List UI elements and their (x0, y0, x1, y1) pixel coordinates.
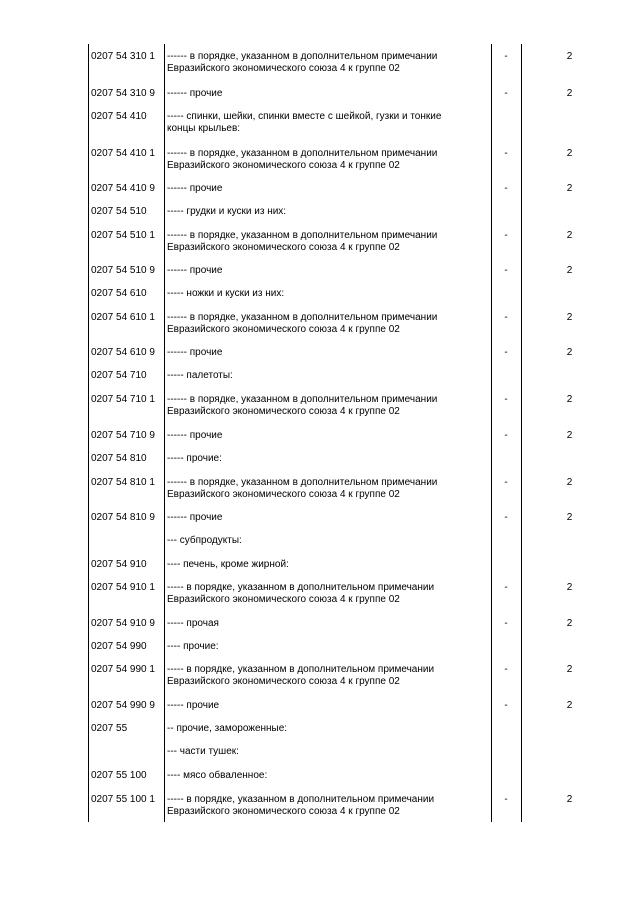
description-line: Евразийского экономического союза 4 к группе 02 (167, 806, 400, 817)
tn-ved-code: 0207 55 100 (91, 770, 147, 781)
duty-rate-cell: 2 (566, 477, 573, 488)
item-description (167, 88, 489, 100)
description-line: концы крыльев: (167, 123, 241, 134)
tn-ved-code: 0207 54 990 1 (91, 664, 155, 675)
column-divider (164, 44, 165, 822)
tn-ved-code: 0207 54 910 (91, 559, 147, 570)
item-description (167, 559, 489, 571)
description-line: ----- грудки и куски из них: (167, 206, 287, 217)
unit-column-cell: - (504, 347, 508, 358)
tn-ved-code: 0207 54 610 9 (91, 347, 155, 358)
duty-rate-cell: 2 (566, 312, 573, 323)
tn-ved-code: 0207 54 710 1 (91, 394, 155, 405)
unit-column-cell: - (504, 618, 508, 629)
description-line: ------ в порядке, указанном в дополнительном примечании (167, 230, 438, 241)
duty-rate-cell: 2 (566, 88, 573, 99)
unit-column-cell: - (504, 312, 508, 323)
unit-column-cell: - (504, 88, 508, 99)
unit-column-cell: - (504, 183, 508, 194)
duty-rate-cell: 2 (566, 700, 573, 711)
tn-ved-code: 0207 54 910 1 (91, 582, 155, 593)
unit-column-cell: - (504, 430, 508, 441)
tn-ved-code: 0207 54 410 (91, 111, 147, 122)
duty-rate-cell: 2 (566, 51, 573, 62)
item-description (167, 430, 489, 442)
item-description (167, 370, 489, 382)
description-line: ------ в порядке, указанном в дополнительном примечании (167, 312, 438, 323)
unit-column-cell: - (504, 230, 508, 241)
tn-ved-code: 0207 54 410 1 (91, 148, 155, 159)
description-line: ------ прочие (167, 512, 223, 523)
description-line: ----- прочая (167, 618, 219, 629)
tn-ved-code: 0207 55 100 1 (91, 794, 155, 805)
description-line: ------ прочие (167, 430, 223, 441)
item-description (167, 641, 489, 653)
description-line: Евразийского экономического союза 4 к группе 02 (167, 489, 400, 500)
duty-rate-cell: 2 (566, 265, 573, 276)
tn-ved-code: 0207 54 310 1 (91, 51, 155, 62)
description-line: Евразийского экономического союза 4 к группе 02 (167, 594, 400, 605)
item-description (167, 111, 489, 135)
description-line: -- прочие, замороженные: (167, 723, 288, 734)
item-description (167, 512, 489, 524)
item-description (167, 51, 489, 75)
item-description (167, 183, 489, 195)
tn-ved-code: 0207 54 710 9 (91, 430, 155, 441)
tn-ved-code: 0207 54 510 9 (91, 265, 155, 276)
description-line: ---- печень, кроме жирной: (167, 559, 289, 570)
tn-ved-code: 0207 54 910 9 (91, 618, 155, 629)
tn-ved-code: 0207 54 610 1 (91, 312, 155, 323)
item-description (167, 347, 489, 359)
unit-column-cell: - (504, 265, 508, 276)
description-line: Евразийского экономического союза 4 к группе 02 (167, 63, 400, 74)
description-line: ---- мясо обваленное: (167, 770, 268, 781)
item-description (167, 206, 489, 218)
item-description (167, 288, 489, 300)
tn-ved-code: 0207 55 (91, 723, 128, 734)
duty-rate-cell: 2 (566, 347, 573, 358)
unit-column-cell: - (504, 148, 508, 159)
description-line: ----- в порядке, указанном в дополнительном примечании (167, 664, 435, 675)
tn-ved-code: 0207 54 610 (91, 288, 147, 299)
item-description (167, 723, 489, 735)
description-line: ----- в порядке, указанном в дополнительном примечании (167, 582, 435, 593)
description-line: Евразийского экономического союза 4 к группе 02 (167, 406, 400, 417)
description-line: ------ прочие (167, 265, 223, 276)
description-line: ---- прочие: (167, 641, 219, 652)
unit-column-cell: - (504, 582, 508, 593)
unit-column-cell: - (504, 477, 508, 488)
item-description (167, 230, 489, 254)
duty-rate-cell: 2 (566, 430, 573, 441)
tn-ved-code: 0207 54 810 (91, 453, 147, 464)
item-description (167, 312, 489, 336)
description-line: ------ прочие (167, 183, 223, 194)
duty-rate-cell: 2 (566, 183, 573, 194)
description-line: Евразийского экономического союза 4 к группе 02 (167, 242, 400, 253)
description-line: Евразийского экономического союза 4 к группе 02 (167, 160, 400, 171)
description-line: ------ в порядке, указанном в дополнительном примечании (167, 148, 438, 159)
item-description (167, 265, 489, 277)
item-description (167, 477, 489, 501)
description-line: Евразийского экономического союза 4 к группе 02 (167, 324, 400, 335)
tn-ved-code: 0207 54 810 1 (91, 477, 155, 488)
duty-rate-cell: 2 (566, 148, 573, 159)
item-description (167, 794, 489, 818)
tn-ved-code: 0207 54 810 9 (91, 512, 155, 523)
unit-column-cell: - (504, 51, 508, 62)
description-line: ----- ножки и куски из них: (167, 288, 285, 299)
description-line: ----- палетоты: (167, 370, 233, 381)
duty-rate-cell: 2 (566, 582, 573, 593)
description-line: Евразийского экономического союза 4 к группе 02 (167, 676, 400, 687)
description-line: ----- в порядке, указанном в дополнительном примечании (167, 794, 435, 805)
item-description (167, 148, 489, 172)
duty-rate-cell: 2 (566, 512, 573, 523)
item-description (167, 618, 489, 630)
description-line: --- части тушек: (167, 746, 239, 757)
tn-ved-code: 0207 54 510 (91, 206, 147, 217)
item-description (167, 770, 489, 782)
item-description (167, 394, 489, 418)
description-line: ----- прочие (167, 700, 220, 711)
duty-rate-cell: 2 (566, 230, 573, 241)
description-line: ------ прочие (167, 347, 223, 358)
item-description (167, 582, 489, 606)
tn-ved-code: 0207 54 990 9 (91, 700, 155, 711)
tn-ved-code: 0207 54 990 (91, 641, 147, 652)
column-divider (88, 44, 89, 822)
description-line: ------ в порядке, указанном в дополнительном примечании (167, 394, 438, 405)
tn-ved-code: 0207 54 510 1 (91, 230, 155, 241)
item-description (167, 700, 489, 712)
unit-column-cell: - (504, 512, 508, 523)
unit-column-cell: - (504, 794, 508, 805)
unit-column-cell: - (504, 664, 508, 675)
item-description (167, 664, 489, 688)
tn-ved-code: 0207 54 710 (91, 370, 147, 381)
tn-ved-code: 0207 54 410 9 (91, 183, 155, 194)
item-description (167, 746, 489, 758)
tn-ved-code: 0207 54 310 9 (91, 88, 155, 99)
unit-column-cell: - (504, 394, 508, 405)
description-line: ------ прочие (167, 88, 223, 99)
duty-rate-cell: 2 (566, 794, 573, 805)
duty-rate-cell: 2 (566, 618, 573, 629)
item-description (167, 453, 489, 465)
description-line: ------ в порядке, указанном в дополнительном примечании (167, 51, 438, 62)
description-line: ----- спинки, шейки, спинки вместе с шейкой, гузки и тонкие (167, 111, 442, 122)
description-line: --- субпродукты: (167, 535, 242, 546)
description-line: ------ в порядке, указанном в дополнительном примечании (167, 477, 438, 488)
duty-rate-cell: 2 (566, 664, 573, 675)
item-description (167, 535, 489, 547)
description-line: ----- прочие: (167, 453, 222, 464)
duty-rate-cell: 2 (566, 394, 573, 405)
unit-column-cell: - (504, 700, 508, 711)
